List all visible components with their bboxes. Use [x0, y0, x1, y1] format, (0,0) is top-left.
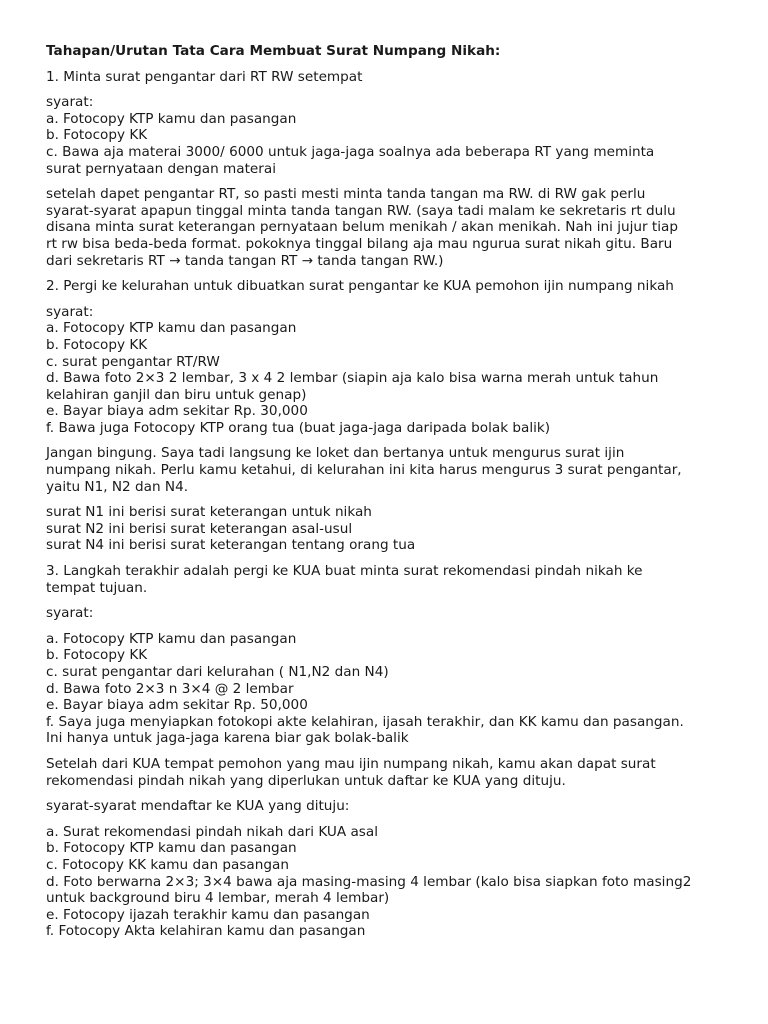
- list-item: a. Fotocopy KTP kamu dan pasangan: [46, 320, 297, 337]
- paragraph-line: syarat-syarat apapun tinggal minta tanda tangan RW. (saya tadi malam ke sekretaris rt dulu: [46, 202, 676, 219]
- paragraph-line: disana minta surat keterangan pernyataan belum menikah / akan menikah. Nah ini jujur tiap: [46, 219, 678, 236]
- syarat-label: syarat:: [46, 303, 94, 320]
- list-item: b. Fotocopy KK: [46, 647, 148, 664]
- list-item: c. surat pengantar dari kelurahan ( N1,N2 dan N4): [46, 664, 389, 680]
- paragraph-line: Jangan bingung. Saya tadi langsung ke loket dan bertanya untuk mengurus surat ijin: [46, 445, 625, 462]
- list-item: c. surat pengantar RT/RW: [46, 353, 220, 370]
- list-item: b. Fotocopy KK: [46, 336, 148, 353]
- list-item: d. Bawa foto 2×3 2 lembar, 3 x 4 2 lembar (siapin aja kalo bisa warna merah untuk tahun: [46, 370, 659, 387]
- paragraph-line: rekomendasi pindah nikah yang diperlukan untuk daftar ke KUA yang dituju.: [46, 772, 566, 789]
- paragraph-line: numpang nikah. Perlu kamu ketahui, di kelurahan ini kita harus mengurus 3 surat pengantar,: [46, 462, 682, 479]
- list-item: a. Fotocopy KTP kamu dan pasangan: [46, 630, 297, 647]
- paragraph-line: Setelah dari KUA tempat pemohon yang mau ijin numpang nikah, kamu akan dapat surat: [46, 755, 656, 772]
- list-item: d. Foto berwarna 2×3; 3×4 bawa aja masing-masing 4 lembar (kalo bisa siapkan foto masing2: [46, 873, 692, 890]
- list-item: kelahiran ganjil dan biru untuk genap): [46, 386, 307, 403]
- syarat-label: syarat:: [46, 94, 94, 111]
- list-item: b. Fotocopy KK: [46, 127, 148, 144]
- step1-note: [46, 186, 736, 269]
- list-item: f. Fotocopy Akta kelahiran kamu dan pasangan: [46, 923, 366, 940]
- list-item: d. Bawa foto 2×3 n 3×4 @ 2 lembar: [46, 680, 294, 697]
- list-item: surat pernyataan dengan materai: [46, 160, 276, 177]
- list-item: f. Bawa juga Fotocopy KTP orang tua (buat jaga-jaga daripada bolak balik): [46, 419, 551, 436]
- step2-surat-list: [46, 504, 736, 554]
- list-item: Ini hanya untuk jaga-jaga karena biar gak bolak-balik: [46, 730, 409, 747]
- list-item: surat N1 ini berisi surat keterangan untuk nikah: [46, 504, 372, 521]
- document-title: Tahapan/Urutan Tata Cara Membuat Surat Numpang Nikah:: [46, 43, 501, 59]
- step3-heading-text: tempat tujuan.: [46, 579, 148, 596]
- list-item: a. Fotocopy KTP kamu dan pasangan: [46, 110, 297, 127]
- step2-heading-text: 2. Pergi ke kelurahan untuk dibuatkan surat pengantar ke KUA pemohon ijin numpang nikah: [46, 278, 674, 295]
- paragraph-line: yaitu N1, N2 dan N4.: [46, 478, 189, 495]
- paragraph-line: dari sekretaris RT → tanda tangan RT → tanda tangan RW.): [46, 252, 444, 269]
- document-page: [46, 43, 736, 949]
- list-item: c. Fotocopy KK kamu dan pasangan: [46, 856, 289, 873]
- step1-requirements: [46, 94, 736, 177]
- list-item: a. Surat rekomendasi pindah nikah dari KUA asal: [46, 823, 378, 840]
- paragraph-line: rt rw bisa beda-beda format. pokoknya tinggal bilang aja mau ngurua surat nikah gitu. Baru: [46, 235, 673, 252]
- list-item: f. Saya juga menyiapkan fotokopi akte kelahiran, ijasah terakhir, dan KK kamu dan pasangan.: [46, 713, 684, 730]
- step3-daftar-label-block: [46, 798, 736, 815]
- list-item: surat N2 ini berisi surat keterangan asal-usul: [46, 520, 353, 537]
- list-item: e. Bayar biaya adm sekitar Rp. 50,000: [46, 697, 308, 714]
- step1-heading: [46, 69, 736, 86]
- list-item: surat N4 ini berisi surat keterangan tentang orang tua: [46, 537, 416, 554]
- step3-requirements: [46, 631, 736, 747]
- list-item: c. Bawa aja materai 3000/ 6000 untuk jaga-jaga soalnya ada beberapa RT yang meminta: [46, 143, 655, 160]
- step3-note: [46, 756, 736, 789]
- step1-heading-text: 1. Minta surat pengantar dari RT RW setempat: [46, 68, 363, 85]
- step3-heading: [46, 563, 736, 596]
- step3-heading-text: 3. Langkah terakhir adalah pergi ke KUA buat minta surat rekomendasi pindah nikah ke: [46, 563, 643, 580]
- daftar-label: syarat-syarat mendaftar ke KUA yang dituju:: [46, 798, 350, 815]
- step2-requirements: [46, 304, 736, 437]
- syarat-label: syarat:: [46, 605, 94, 622]
- list-item: e. Bayar biaya adm sekitar Rp. 30,000: [46, 403, 308, 420]
- step3-daftar-requirements: [46, 824, 736, 940]
- step2-heading: [46, 278, 736, 295]
- paragraph-line: setelah dapet pengantar RT, so pasti mesti minta tanda tangan ma RW. di RW gak perlu: [46, 186, 646, 203]
- list-item: untuk background biru 4 lembar, merah 4 lembar): [46, 890, 390, 907]
- list-item: b. Fotocopy KTP kamu dan pasangan: [46, 840, 297, 857]
- step3-syarat-label-block: [46, 605, 736, 622]
- step2-note: [46, 445, 736, 495]
- list-item: e. Fotocopy ijazah terakhir kamu dan pasangan: [46, 906, 370, 923]
